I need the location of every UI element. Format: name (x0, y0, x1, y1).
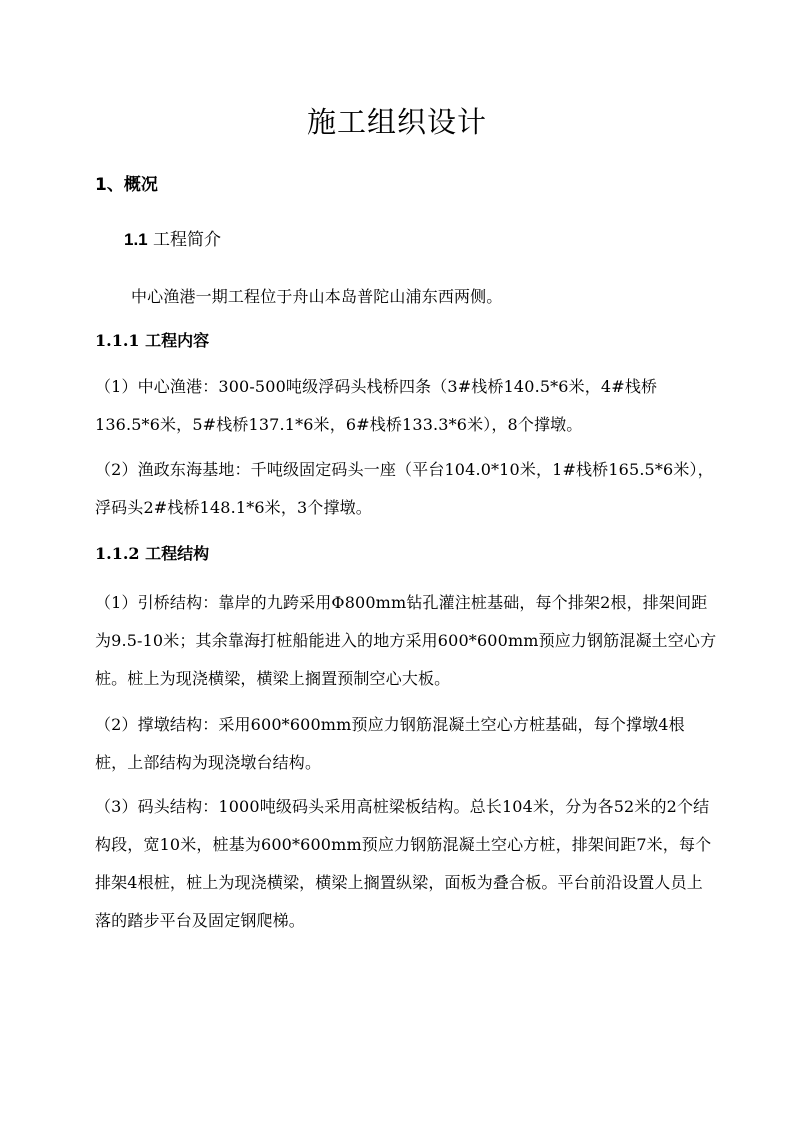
structure-item-2: （2）撑墩结构：采用600*600mm预应力钢筋混凝土空心方桩基础，每个撑墩4根桩，上部结构为现浇墩台结构。 (95, 715, 685, 772)
section-heading-project-intro (124, 226, 221, 254)
section-number: 1.1 (124, 230, 148, 249)
content-item-2: （2）渔政东海基地：千吨级固定码头一座（平台104.0*10米，1#栈桥165.5*6米），浮码头2#栈桥148.1*6米，3个撑墩。 (95, 460, 714, 517)
section-heading-overview: 1、概况 (95, 175, 158, 195)
intro-paragraph: 中心渔港一期工程位于舟山本岛普陀山浦东西两侧。 (131, 287, 503, 306)
structure-item-1: （1）引桥结构：靠岸的九跨采用Φ800mm钻孔灌注桩基础，每个排架2根，排架间距为9.5-10米；其余靠海打桩船能进入的地方采用600*600mm预应力钢筋混凝土空心方桩。桩上为现浇横梁，横梁上搁置预制空心大板。 (95, 593, 717, 688)
content-item-1: （1）中心渔港：300-500吨级浮码头栈桥四条（3#栈桥140.5*6米，4#栈桥136.5*6米，5#栈桥137.1*6米，6#栈桥133.3*6米），8个撑墩。 (95, 377, 658, 434)
structure-item-3: （3）码头结构：1000吨级码头采用高桩梁板结构。总长104米，分为各52米的2个结构段，宽10米，桩基为600*600mm预应力钢筋混凝土空心方桩，排架间距7米，每个排架4根桩，桩上为现浇横梁，横梁上搁置纵梁，面板为叠合板。平台前沿设置人员上落的踏步平台及固定钢爬梯。 (95, 797, 712, 930)
section-title-text: 工程简介 (153, 230, 222, 250)
section-heading-project-structure: 1.1.2 工程结构 (95, 544, 210, 563)
document-title: 施工组织设计 (306, 105, 487, 139)
section-heading-project-content: 1.1.1 工程内容 (95, 331, 210, 350)
